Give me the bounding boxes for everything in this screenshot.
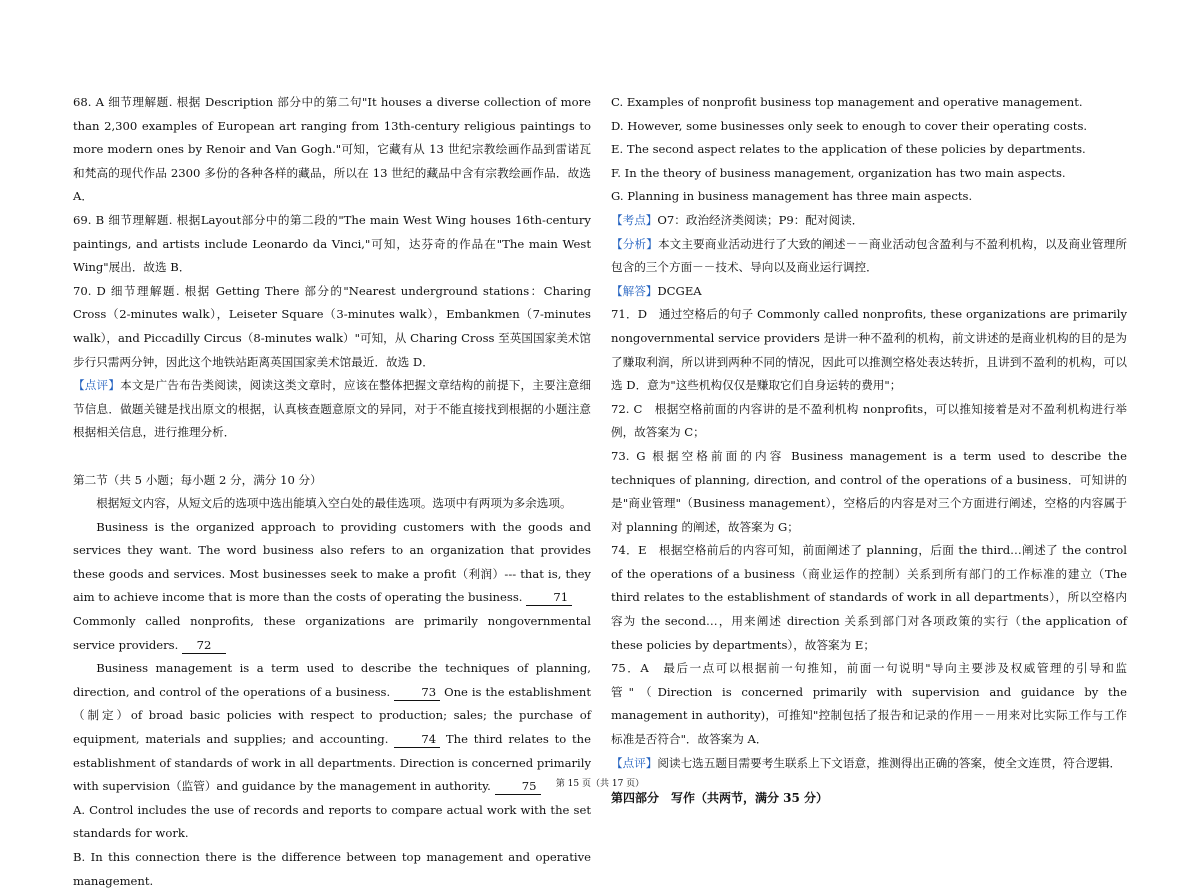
option-d: D. However, some businesses only seek to enough to cover their operating costs.: [611, 118, 1088, 133]
section-heading: 第二节（共 5 小题；每小题 2 分，满分 10 分）: [73, 472, 322, 487]
fenxi-block: 【分析】本文主要商业活动进行了大致的阐述－－商业活动包含盈利与不盈利机构，以及商业管理所包含的三个方面－－技术、导向以及商业运行调控．: [611, 236, 1127, 275]
option-c: C. Examples of nonprofit business top management and operative management.: [611, 95, 1083, 109]
kaodian-tag: 【考点】: [611, 212, 658, 227]
blank-74: 74: [394, 731, 440, 748]
blank-75: 75: [495, 778, 541, 795]
passage-paragraph-3: Business management is a term used to describe the techniques of planning, direction, and control of the operations of a business. 73 One is the establishment（制定）of broad basic policies with respect to production; sales; the purchase of equipment, materials and supplies; and accounting. 74 The third relates to the establishment of standards of work in all departments. Direction is concerned primarily with supervision（监管）and guidance by the management in authority. 75: [73, 661, 592, 794]
jieda-block: 【解答】DCGEA: [611, 283, 702, 298]
answer-73: 73. G 根据空格前面的内容 Business management is a term used to describe the techniques of planning, direction, and control of the operations of a business．可知讲的是"商业管理"（Business management），空格后的内容是对三个方面进行阐述，空格的内容属于对 planning 的阐述，故答案为 G；: [611, 448, 1127, 534]
answer-68: 68. A 细节理解题. 根据 Description 部分中的第二句"It houses a diverse collection of more than 2,300 examples of European art ranging from 13th-century religious paintings to more modern ones by Renoir and Van Gogh."可知，它藏有从 13 世纪宗教绘画作品到雷诺瓦和梵高的现代作品 2300 多份的各种各样的藏品，所以在 13 世纪的藏品中含有宗教绘画作品．故选 A．: [73, 95, 591, 204]
option-f: F. In the theory of business management, organization has two main aspects.: [611, 165, 1066, 180]
comment-block: [73, 374, 591, 445]
option-e: E. The second aspect relates to the application of these policies by departments.: [611, 142, 1086, 157]
option-g: G. Planning in business management has three main aspects.: [611, 189, 973, 204]
instruction: 根据短文内容，从短文后的选项中选出能填入空白处的最佳选项。选项中有两项为多余选项。: [96, 496, 572, 511]
blank-72: 72: [182, 637, 226, 654]
answer-72: 72. C 根据空格前面的内容讲的是不盈利机构 nonprofits，可以推知接着是对不盈利机构进行举例，故答案为 C；: [611, 401, 1127, 440]
answer-75: 75．A 最后一点可以根据前一句推知，前面一句说明"导向主要涉及权威管理的引导和监管"（Direction is concerned primarily with supervision and guidance by the management in authority)，可推知"控制包括了报告和记录的作用－－用来对比实际工作与工作标准是否符合"．故答案为 A．: [611, 661, 1127, 747]
comment-tag: 【点评】: [73, 378, 121, 393]
kaodian-block: 【考点】O7：政治经济类阅读；P9：配对阅读．: [611, 212, 864, 227]
answer-70: 70. D 细节理解题. 根据 Getting There 部分的"Nearest underground stations：Charing Cross（2-minutes walk），Leiseter Square（3-minutes walk），Embankmen（7-minutes walk），and Piccadilly Circus（8-minutes walk）"可知，从 Charing Cross 至英国国家美术馆步行只需两分钟，因此这个地铁站距离英国国家美术馆最近．故选 D．: [73, 283, 591, 369]
blank-71: 71: [526, 589, 572, 606]
option-a: A. Control includes the use of records and reports to compare actual work with the set standards for work.: [73, 802, 591, 841]
right-column: [611, 91, 1127, 811]
fenxi-tag: 【分析】: [611, 236, 658, 251]
left-column: [73, 91, 591, 893]
passage-paragraph-2: Commonly called nonprofits, these organizations are primarily nongovernmental service providers. 72: [73, 614, 591, 652]
answer-74: 74．E 根据空格前后的内容可知，前面阐述了 planning，后面 the third…阐述了 the control of the operations of a business（商业运作的控制）关系到所有部门的工作标准的建立（The third relates to the establishment of standards of work in all departments），所以空格内容为 the second…，用来阐述 direction 关系到部门对各项政策的实行（the application of these policies by departments），故答案为 E；: [611, 543, 1127, 652]
option-b: B. In this connection there is the difference between top management and operative management.: [73, 850, 591, 888]
dianping-tag: 【点评】: [611, 755, 658, 770]
page-footer: 第 15 页（共 17 页）: [555, 779, 645, 789]
passage-paragraph-1: Business is the organized approach to providing customers with the goods and services they want. The word business also refers to an organization that provides these goods and services. Most businesses seek to make a profit（利润）--- that is, they aim to achieve income that is more than the costs of operating the business. 71: [73, 519, 591, 605]
spacer: [73, 445, 591, 469]
part4-heading: 第四部分 写作（共两节，满分 35 分）: [611, 791, 829, 806]
comment-text: 本文是广告布告类阅读，阅读这类文章时，应该在整体把握文章结构的前提下，主要注意细节信息．做题关键是找出原文的根据，认真核查题意原文的异同，对于不能直接找到根据的小题注意根据相关信息，进行推理分析．: [73, 378, 591, 440]
answer-71: 71．D 通过空格后的句子 Commonly called nonprofits, these organizations are primarily nongovernmental service providers 是讲一种不盈利的机构，前文讲述的是商业机构的目的是为了赚取利润，所以讲到两种不同的情况，因此可以推测空格处表达转折，且讲到不盈利的机构，可以选 D．意为"这些机构仅仅是赚取它们自身运转的费用"；: [611, 307, 1127, 393]
answer-69: 69. B 细节理解题. 根据Layout部分中的第二段的"The main West Wing houses 16th-century paintings, and artists include Leonardo da Vinci,"可知，达芬奇的作品在"The main West Wing"展出．故选 B．: [73, 212, 591, 275]
dianping-block: 【点评】阅读七选五题目需要考生联系上下文语意，推测得出正确的答案，使全文连贯，符合逻辑．: [611, 755, 1122, 770]
jieda-tag: 【解答】: [611, 283, 658, 298]
blank-73: 73: [394, 684, 440, 701]
